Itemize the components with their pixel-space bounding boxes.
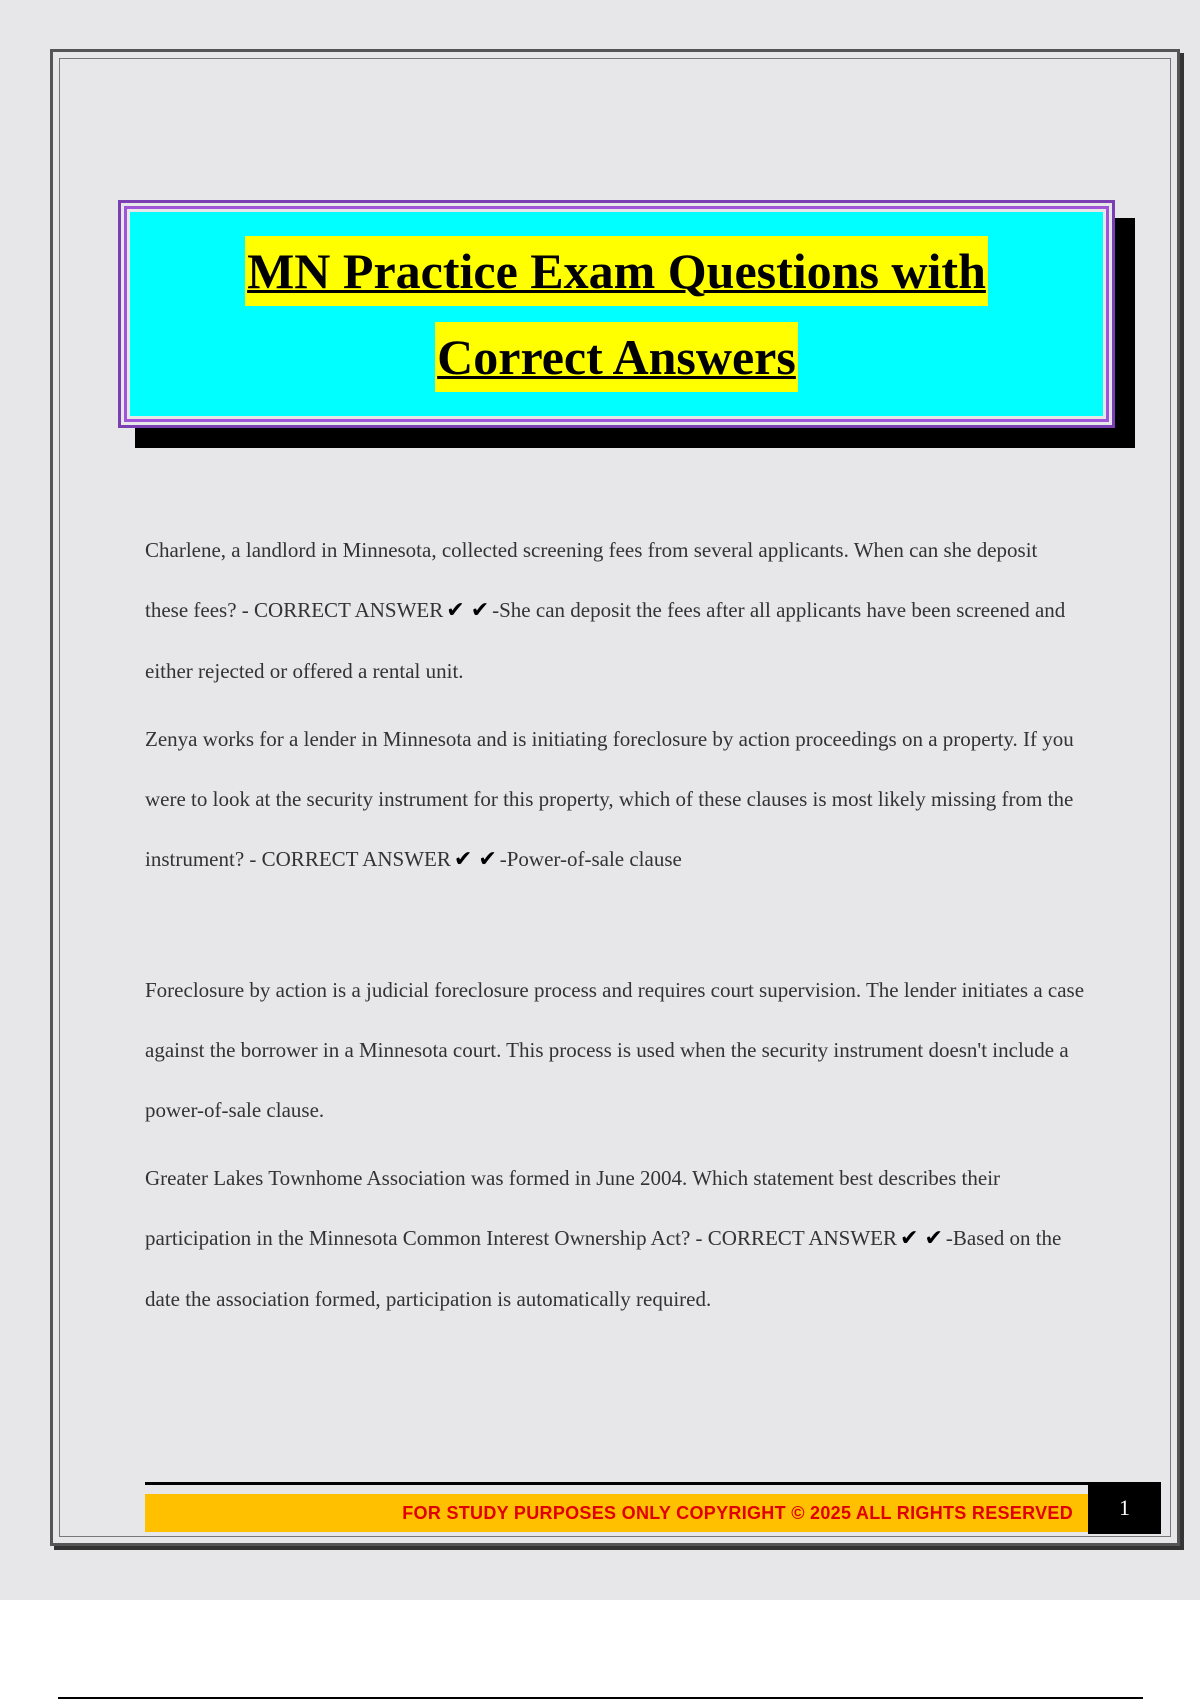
document-body	[145, 520, 1085, 1329]
next-page-divider	[58, 1697, 1143, 1699]
footer-bar	[145, 1494, 1088, 1532]
checkmark-icon: ✔	[446, 598, 465, 623]
title-box	[118, 200, 1115, 428]
qa-item-2	[145, 709, 1085, 890]
footer-copyright: FOR STUDY PURPOSES ONLY COPYRIGHT © 2025 ALL RIGHTS RESERVED	[402, 1502, 1073, 1523]
checkmark-icon: ✔	[924, 1226, 943, 1251]
page-number-label: 1	[1119, 1495, 1130, 1520]
title-line-1: MN Practice Exam Questions with	[245, 236, 988, 306]
answer-text: -Based on the date the association formed, participation is automatically required.	[145, 1226, 1062, 1311]
page-number	[1088, 1482, 1161, 1534]
question-text: Charlene, a landlord in Minnesota, collected screening fees from several applicants. When can she deposit these fees? - CORRECT ANSWER	[145, 538, 1038, 622]
footer-rule	[145, 1482, 1088, 1485]
title-line-2: Correct Answers	[435, 322, 798, 392]
question-text: Zenya works for a lender in Minnesota and is initiating foreclosure by action proceedings on a property. If you were to look at the security instrument for this property, which of these clauses is most likely missing from the instrument? - CORRECT ANSWER	[145, 727, 1074, 871]
explanation-paragraph	[145, 960, 1085, 1140]
checkmark-icon: ✔	[478, 847, 497, 872]
answer-text: -Power-of-sale clause	[499, 847, 682, 871]
qa-item-1	[145, 520, 1085, 701]
checkmark-icon: ✔	[453, 847, 473, 872]
question-text: Greater Lakes Townhome Association was formed in June 2004. Which statement best describes their participation in the Minnesota Common Interest Ownership Act? - CORRECT ANSWER	[145, 1166, 1001, 1250]
qa-item-3	[145, 1148, 1085, 1329]
checkmark-icon: ✔	[470, 598, 490, 623]
answer-text: -She can deposit the fees after all applicants have been screened and either rejected or offered a rental unit.	[145, 598, 1066, 683]
explanation-text: Foreclosure by action is a judicial foreclosure process and requires court supervision. The lender initiates a case against the borrower in a Minnesota court. This process is used when the security instrument doesn't include a power-of-sale clause.	[145, 978, 1085, 1122]
checkmark-icon: ✔	[900, 1226, 919, 1251]
